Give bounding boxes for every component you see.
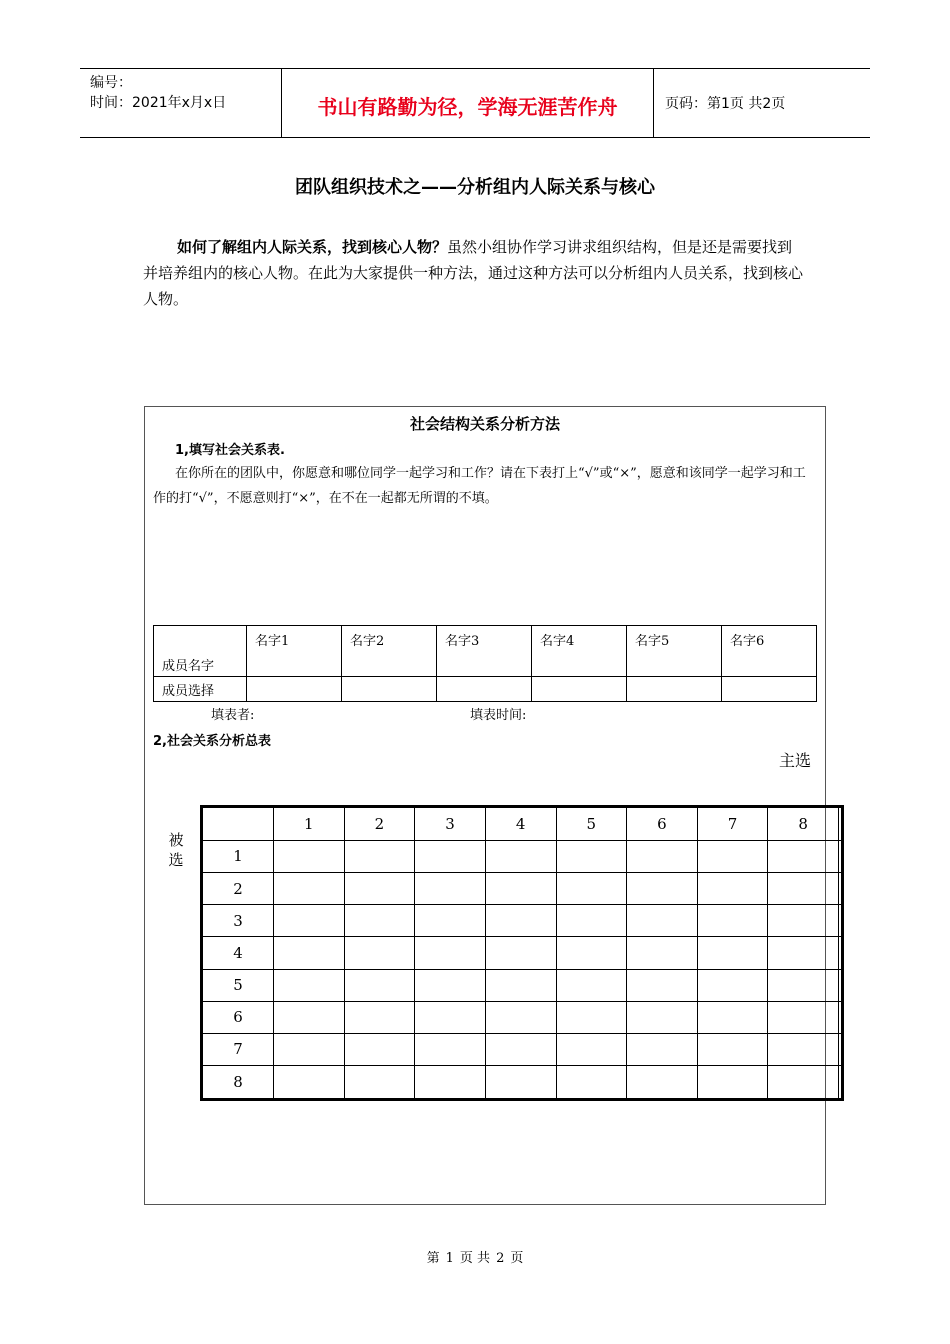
- matrix-cell[interactable]: [556, 905, 627, 937]
- member-selection-table: [153, 625, 817, 702]
- fill-time-label: 填表时间:: [470, 708, 527, 723]
- matrix-row: [202, 905, 843, 937]
- matrix-cell[interactable]: [485, 873, 556, 905]
- intro-paragraph: [143, 234, 803, 312]
- member-name-cell: 名字1: [247, 626, 342, 677]
- member-name-label: 成员名字: [154, 626, 247, 677]
- matrix-cell[interactable]: [768, 969, 839, 1001]
- matrix-cell[interactable]: [627, 840, 698, 872]
- matrix-cell[interactable]: [344, 969, 415, 1001]
- matrix-cell[interactable]: [697, 840, 768, 872]
- member-choice-cell[interactable]: [342, 677, 437, 702]
- header-divider: [653, 69, 654, 137]
- chooser-axis-label: 主选: [779, 751, 812, 770]
- matrix-header-row: [202, 807, 843, 841]
- matrix-cell[interactable]: [485, 1001, 556, 1033]
- matrix-cell[interactable]: [768, 1033, 839, 1065]
- page-footer: [0, 1247, 950, 1266]
- document-title: 团队组织技术之——分析组内人际关系与核心: [295, 177, 655, 198]
- filler-label: 填表者:: [211, 708, 255, 723]
- matrix-cell[interactable]: [274, 937, 345, 969]
- matrix-corner-cell: [202, 807, 274, 841]
- matrix-cell[interactable]: [344, 873, 415, 905]
- matrix-cell[interactable]: [485, 969, 556, 1001]
- matrix-cell[interactable]: [274, 1066, 345, 1100]
- matrix-cell[interactable]: [697, 905, 768, 937]
- member-choice-cell[interactable]: [722, 677, 817, 702]
- matrix-edge-cell: [839, 807, 843, 841]
- matrix-cell[interactable]: [556, 873, 627, 905]
- member-name-cell: 名字2: [342, 626, 437, 677]
- header-motto: 书山有路勤为径，学海无涯苦作舟: [317, 95, 618, 119]
- matrix-cell[interactable]: [485, 840, 556, 872]
- footer-suffix: 页: [510, 1251, 524, 1266]
- matrix-row: [202, 840, 843, 872]
- matrix-cell[interactable]: [344, 905, 415, 937]
- matrix-cell[interactable]: [415, 1033, 486, 1065]
- matrix-cell[interactable]: [415, 937, 486, 969]
- matrix-cell[interactable]: [274, 969, 345, 1001]
- matrix-row-header: 6: [202, 1001, 274, 1033]
- matrix-cell[interactable]: [768, 1001, 839, 1033]
- matrix-row: [202, 1033, 843, 1065]
- section-title: 社会结构关系分析方法: [409, 415, 560, 433]
- header-page-info: 页码：第1页 共2页: [665, 96, 786, 112]
- matrix-cell[interactable]: [344, 1066, 415, 1100]
- matrix-edge-cell: [839, 873, 843, 905]
- matrix-cell[interactable]: [415, 840, 486, 872]
- matrix-edge-cell: [839, 905, 843, 937]
- table-row: [154, 677, 817, 702]
- matrix-cell[interactable]: [344, 1001, 415, 1033]
- matrix-column-header: 4: [485, 807, 556, 841]
- matrix-edge-cell: [839, 840, 843, 872]
- matrix-edge-cell: [839, 1066, 843, 1100]
- matrix-row: [202, 969, 843, 1001]
- matrix-cell[interactable]: [556, 937, 627, 969]
- matrix-cell[interactable]: [627, 969, 698, 1001]
- step1-title: 1,填写社会关系表.: [175, 443, 285, 458]
- time-label: 时间：2021年x月x日: [90, 95, 227, 111]
- matrix-edge-cell: [839, 937, 843, 969]
- matrix-cell[interactable]: [697, 1033, 768, 1065]
- matrix-cell[interactable]: [697, 1066, 768, 1100]
- matrix-cell[interactable]: [697, 937, 768, 969]
- member-name-cell: 名字6: [722, 626, 817, 677]
- matrix-edge-cell: [839, 1033, 843, 1065]
- footer-page-number: 1: [445, 1251, 454, 1266]
- matrix-cell[interactable]: [768, 873, 839, 905]
- intro-text: 虽然小组协作学习讲求组织结构，但是还是需要找到并培养组内的核心人物。在此为大家提供一种方法，通过这种方法可以分析组内人员关系，找到核心人物。: [143, 238, 804, 308]
- member-choice-cell[interactable]: [247, 677, 342, 702]
- matrix-cell[interactable]: [556, 1033, 627, 1065]
- matrix-cell[interactable]: [274, 1001, 345, 1033]
- matrix-cell[interactable]: [274, 905, 345, 937]
- member-name-cell: 名字3: [437, 626, 532, 677]
- matrix-cell[interactable]: [556, 969, 627, 1001]
- footer-prefix: 第: [426, 1251, 440, 1266]
- matrix-row: [202, 873, 843, 905]
- matrix-cell[interactable]: [344, 840, 415, 872]
- matrix-cell[interactable]: [274, 1033, 345, 1065]
- matrix-cell[interactable]: [415, 905, 486, 937]
- matrix-cell[interactable]: [415, 1001, 486, 1033]
- matrix-row-header: 3: [202, 905, 274, 937]
- matrix-cell[interactable]: [627, 1033, 698, 1065]
- matrix-cell[interactable]: [274, 840, 345, 872]
- relationship-matrix: [200, 805, 844, 1101]
- matrix-row-header: 7: [202, 1033, 274, 1065]
- matrix-cell[interactable]: [627, 1001, 698, 1033]
- matrix-row: [202, 937, 843, 969]
- matrix-cell[interactable]: [556, 840, 627, 872]
- step1-description: 在你所在的团队中，你愿意和哪位同学一起学习和工作？请在下表打上“√”或“×”，愿意和该同学一起学习和工作的打“√”，不愿意则打“×”，在不在一起都无所谓的不填。: [153, 466, 806, 506]
- matrix-cell[interactable]: [697, 1001, 768, 1033]
- matrix-cell[interactable]: [627, 937, 698, 969]
- matrix-column-header: 5: [556, 807, 627, 841]
- matrix-cell[interactable]: [485, 905, 556, 937]
- matrix-cell[interactable]: [627, 873, 698, 905]
- member-choice-cell[interactable]: [437, 677, 532, 702]
- matrix-cell[interactable]: [344, 1033, 415, 1065]
- matrix-cell[interactable]: [344, 937, 415, 969]
- matrix-cell[interactable]: [415, 969, 486, 1001]
- member-choice-cell[interactable]: [627, 677, 722, 702]
- matrix-cell[interactable]: [556, 1066, 627, 1100]
- number-label: 编号：: [90, 75, 132, 91]
- matrix-cell[interactable]: [627, 1066, 698, 1100]
- matrix-cell[interactable]: [485, 1033, 556, 1065]
- matrix-cell[interactable]: [274, 873, 345, 905]
- matrix-cell[interactable]: [485, 937, 556, 969]
- matrix-column-header: 2: [344, 807, 415, 841]
- member-choice-cell[interactable]: [532, 677, 627, 702]
- footer-middle: 页 共: [459, 1251, 491, 1266]
- matrix-cell[interactable]: [485, 1066, 556, 1100]
- matrix-cell[interactable]: [768, 937, 839, 969]
- matrix-cell[interactable]: [415, 873, 486, 905]
- table-row: [154, 626, 817, 677]
- footer-total-pages: 2: [496, 1251, 505, 1266]
- matrix-column-header: 7: [697, 807, 768, 841]
- matrix-cell[interactable]: [768, 1066, 839, 1100]
- matrix-cell[interactable]: [697, 873, 768, 905]
- matrix-row-header: 2: [202, 873, 274, 905]
- step2-title: 2,社会关系分析总表: [153, 734, 271, 749]
- matrix-row: [202, 1001, 843, 1033]
- matrix-row-header: 1: [202, 840, 274, 872]
- matrix-cell[interactable]: [768, 840, 839, 872]
- matrix-cell[interactable]: [697, 969, 768, 1001]
- matrix-row-header: 4: [202, 937, 274, 969]
- matrix-row-header: 8: [202, 1066, 274, 1100]
- intro-question: 如何了解组内人际关系，找到核心人物？: [177, 238, 448, 256]
- chosen-axis-label: 被选: [168, 831, 184, 869]
- matrix-edge-cell: [839, 1001, 843, 1033]
- matrix-column-header: 1: [274, 807, 345, 841]
- matrix-row-header: 5: [202, 969, 274, 1001]
- member-name-cell: 名字4: [532, 626, 627, 677]
- header-meta: [90, 73, 226, 113]
- matrix-column-header: 6: [627, 807, 698, 841]
- matrix-cell[interactable]: [768, 905, 839, 937]
- matrix-cell[interactable]: [556, 1001, 627, 1033]
- matrix-cell[interactable]: [415, 1066, 486, 1100]
- matrix-cell[interactable]: [627, 905, 698, 937]
- matrix-edge-cell: [839, 969, 843, 1001]
- matrix-column-header: 3: [415, 807, 486, 841]
- document-header: [80, 68, 870, 138]
- member-choice-label: 成员选择: [154, 677, 247, 702]
- matrix-column-header: 8: [768, 807, 839, 841]
- matrix-row: [202, 1066, 843, 1100]
- member-name-cell: 名字5: [627, 626, 722, 677]
